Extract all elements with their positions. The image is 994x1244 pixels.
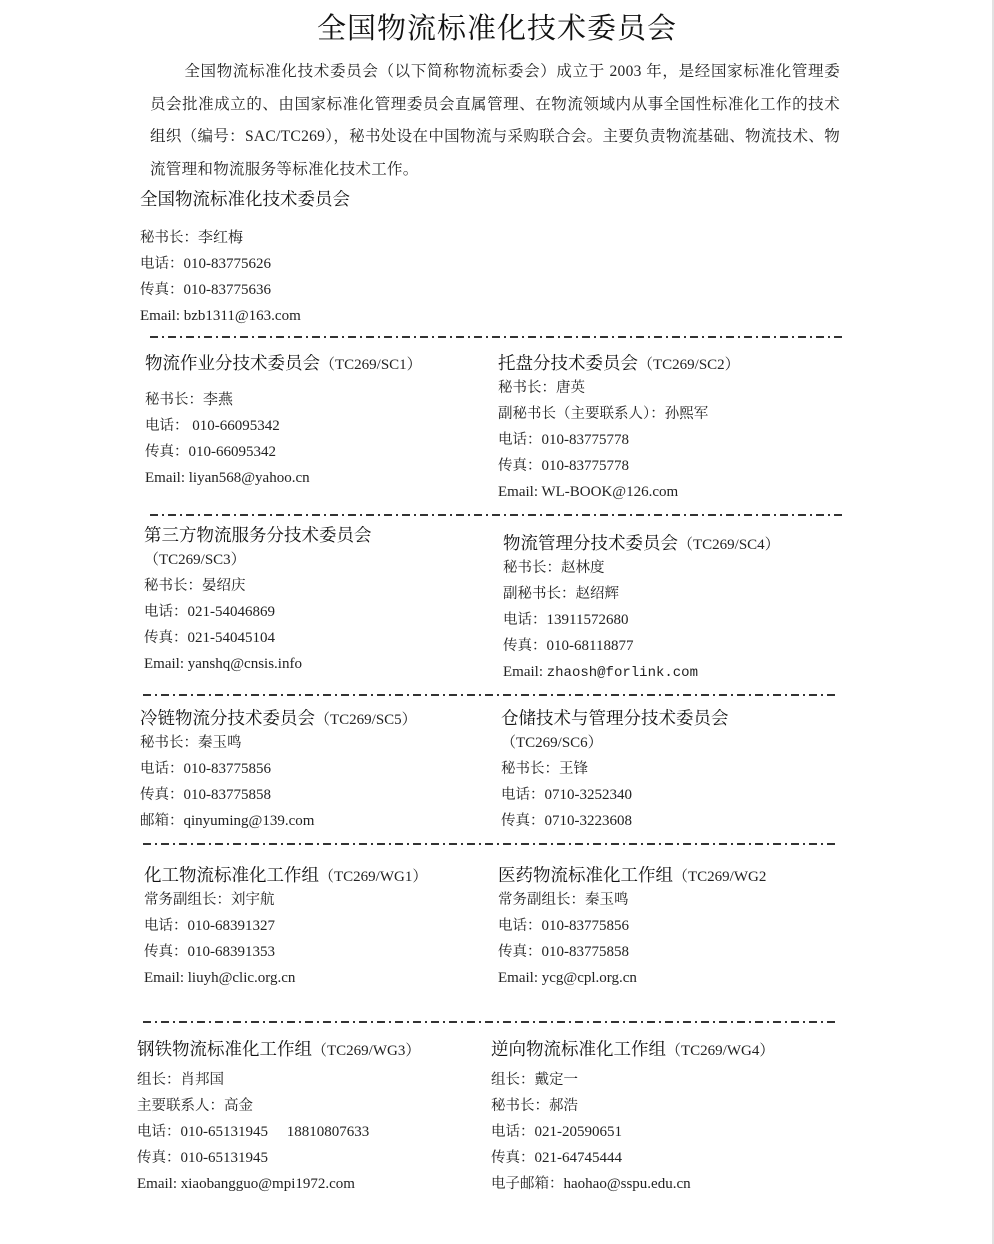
contact-line: 秘书长：秦玉鸣 xyxy=(140,735,242,751)
contact-line: 主要联系人：高金 xyxy=(137,1098,253,1114)
contact-line: 传真：021-64745444 xyxy=(491,1150,622,1166)
section-divider xyxy=(150,514,842,516)
email-link[interactable]: haohao@sspu.edu.cn xyxy=(563,1176,691,1192)
committee-name: 医药物流标准化工作组（TC269/WG2 xyxy=(498,866,767,886)
contact-line: 传真：010-68391353 xyxy=(144,944,275,960)
contact-line: Email: liuyh@clic.org.cn xyxy=(144,970,296,986)
contact-line: 常务副组长：秦玉鸣 xyxy=(498,892,629,908)
contact-line: 秘书长：唐英 xyxy=(498,380,585,396)
committee-name: 第三方物流服务分技术委员会 xyxy=(144,526,372,546)
committee-block-sc1 xyxy=(145,350,422,491)
contact-line: 传真：010-68118877 xyxy=(503,638,634,654)
contact-line: 传真：010-83775858 xyxy=(140,787,271,803)
contact-line: 电话：021-20590651 xyxy=(491,1124,622,1140)
committee-name: 钢铁物流标准化工作组（TC269/WG3） xyxy=(137,1040,421,1060)
contact-line: 传真：021-54045104 xyxy=(144,630,275,646)
contact-line: Email: ycg@cpl.org.cn xyxy=(498,970,637,986)
contact-line: Email: xiaobangguo@mpi1972.com xyxy=(137,1176,355,1192)
intro-paragraph xyxy=(150,56,840,186)
contact-line: Email: yanshq@cnsis.info xyxy=(144,656,302,672)
contact-line: 电子邮箱：haohao@sspu.edu.cn xyxy=(491,1176,691,1192)
contact-line: 传真：010-83775636 xyxy=(140,282,271,298)
contact-line: 电话：021-54046869 xyxy=(144,604,275,620)
contact-line: 组长：戴定一 xyxy=(491,1072,578,1088)
committee-code: （TC269/SC3） xyxy=(144,552,246,568)
workgroup-block-wg2 xyxy=(498,862,766,991)
committee-code: （TC269/SC6） xyxy=(501,735,603,751)
committee-block-sc4 xyxy=(503,530,780,685)
main-committee-block xyxy=(140,186,350,329)
page-title: 全国物流标准化技术委员会 xyxy=(316,11,677,45)
committee-name: 仓储技术与管理分技术委员会 xyxy=(501,709,729,729)
contact-line: 常务副组长：刘宇航 xyxy=(144,892,275,908)
workgroup-block-wg1 xyxy=(144,862,427,991)
committee-name: 化工物流标准化工作组（TC269/WG1） xyxy=(144,866,428,886)
contact-line: 秘书长：李红梅 xyxy=(140,230,244,246)
section-divider xyxy=(150,336,842,338)
contact-line: 传真：0710-3223608 xyxy=(501,813,632,829)
contact-line: 传真：010-83775778 xyxy=(498,458,629,474)
committee-name: 逆向物流标准化工作组（TC269/WG4） xyxy=(491,1040,775,1060)
intro-text: 全国物流标准化技术委员会（以下简称物流标委会）成立于 2003 年，是经国家标准化管理委员会批准成立的、由国家标准化管理委员会直属管理、在物流领域内从事全国性标准化工作的技术组织（编号：SAC/TC269），秘书处设在中国物流与采购联合会。主要负责物流基础、物流技术、物流管理和物流服务等标准化技术工作。 xyxy=(150,63,840,178)
contact-line: 传真：010-83775858 xyxy=(498,944,629,960)
contact-line: 电话：010-83775778 xyxy=(498,432,629,448)
section-divider xyxy=(143,843,837,845)
contact-line: 秘书长：晏绍庆 xyxy=(144,578,246,594)
contact-line: 电话：010-83775856 xyxy=(140,761,271,777)
contact-line: 副秘书长（主要联系人）：孙熙军 xyxy=(498,406,709,422)
contact-line: 传真：010-66095342 xyxy=(145,444,276,460)
committee-name: 冷链物流分技术委员会（TC269/SC5） xyxy=(140,709,417,729)
email-link[interactable]: zhaosh@forlink.com xyxy=(546,665,698,681)
contact-line: 副秘书长：赵绍辉 xyxy=(503,586,619,602)
contact-line: 电话：010-68391327 xyxy=(144,918,275,934)
contact-line: Email: zhaosh@forlink.com xyxy=(503,664,698,681)
email-link[interactable]: ycg@cpl.org.cn xyxy=(541,970,637,986)
contact-line: 电话：010-83775856 xyxy=(498,918,629,934)
contact-line: Email: WL-BOOK@126.com xyxy=(498,484,679,500)
contact-line: 传真：010-65131945 xyxy=(137,1150,268,1166)
committee-block-sc3 xyxy=(144,522,372,677)
contact-line: 组长：肖邦国 xyxy=(137,1072,224,1088)
contact-line: 秘书长：赵林度 xyxy=(503,560,605,576)
committee-name: 物流管理分技术委员会（TC269/SC4） xyxy=(503,534,780,554)
committee-block-sc6 xyxy=(501,705,729,834)
contact-line: 秘书长：王锋 xyxy=(501,761,588,777)
section-divider xyxy=(143,1021,837,1023)
committee-block-sc5 xyxy=(140,705,417,834)
contact-line: Email: liyan568@yahoo.cn xyxy=(145,470,310,486)
contact-line: 电话：010-65131945 18810807633 xyxy=(137,1124,370,1140)
email-link[interactable]: WL-BOOK@126.com xyxy=(541,484,679,500)
contact-line: Email: bzb1311@163.com xyxy=(140,308,301,324)
contact-line: 邮箱：qinyuming@139.com xyxy=(140,813,315,829)
workgroup-block-wg3 xyxy=(137,1036,420,1197)
contact-line: 秘书长：李燕 xyxy=(145,392,234,408)
email-link[interactable]: xiaobangguo@mpi1972.com xyxy=(180,1176,355,1192)
contact-line: 秘书长：郝浩 xyxy=(491,1098,578,1114)
committee-name: 物流作业分技术委员会（TC269/SC1） xyxy=(145,354,422,374)
section-divider xyxy=(143,694,837,696)
email-link[interactable]: qinyuming@139.com xyxy=(183,813,315,829)
email-link[interactable]: yanshq@cnsis.info xyxy=(187,656,302,672)
committee-block-sc2 xyxy=(498,350,740,505)
email-link[interactable]: bzb1311@163.com xyxy=(183,308,301,324)
workgroup-block-wg4 xyxy=(491,1036,774,1197)
email-link[interactable]: liuyh@clic.org.cn xyxy=(187,970,296,986)
contact-line: 电话： 010-66095342 xyxy=(145,418,280,434)
contact-line: 电话：0710-3252340 xyxy=(501,787,632,803)
email-link[interactable]: liyan568@yahoo.cn xyxy=(188,470,310,486)
committee-name: 托盘分技术委员会（TC269/SC2） xyxy=(498,354,740,374)
main-committee-name: 全国物流标准化技术委员会 xyxy=(140,190,350,210)
contact-line: 电话：010-83775626 xyxy=(140,256,271,272)
contact-line: 电话：13911572680 xyxy=(503,612,629,628)
